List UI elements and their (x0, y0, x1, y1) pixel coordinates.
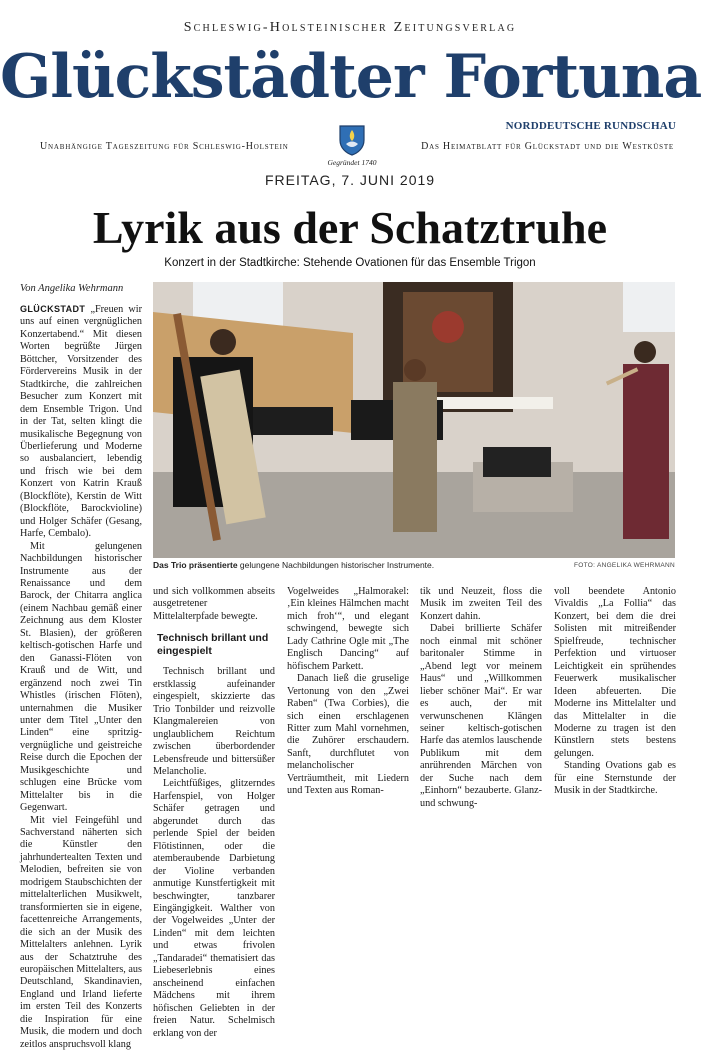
tagline-right: Das Heimatblatt für Glückstadt und die Westküste (421, 141, 674, 152)
headline: Lyrik aus der Schatztruhe (92, 202, 608, 253)
paragraph: Danach ließ die gruselige Vertonung von den „Zwei Raben“ (Twa Corbies), die sich einen erschlagenen Ritter zum Mahl vornehmen, die Zuhörer erschaudern. Sanft, durchflutet von melancholischer Verträumtheit, mit Liedern und Texten aus Roman- (287, 673, 409, 797)
newspaper-title: Glückstädter Fortuna (0, 42, 701, 112)
photo-caption-bold: Das Trio präsentierte (153, 560, 238, 570)
paragraph: Mit viel Feingefühl und Sachverstand näherten sich die Künstler den jahrhundertealten Texten und Melodien, befreiten sie von modrigem Staubschichten der mittelalterlichen Musikwelt, transformierten sie in eigene, facettenreiche Arrangements, die sich an der Musik des Mittelalters anlehnen. Lyrik aus der Schatztruhe des europäischen Mittelalters, aus Deutschland, Skandinavien, England und Irland lieferte im ersten Teil des Konzerts die Inspiration für eine Musik, die modern und doch zeitlos anspruchsvoll klang (20, 814, 142, 1050)
article-column-4 (420, 586, 542, 810)
paragraph-text: „Freuen wir uns auf einen vergnüglichen Konzertabend.“ Mit diesen Worten begrüßte Jürgen Böttcher, Vorsitzender des Fördervereins Musik in der Stadtkirche, die zahlreichen Besucher zum Konzert mit dem Ensemble Trigon. Und in der Tat, selten klingt die musikalische Begegnung von Überlieferung und Moderne so ausbalanciert, lebendig und frisch wie bei dem Konzert von Katrin Krauß (Blockflöte), Kerstin de Witt (Blockflöte, Barockvioline) und Holger Schäfer (Gesang, Harfe, Cembalo). (20, 304, 142, 540)
paragraph: und sich vollkommen abseits ausgetretener Mittelalterpfade bewegte. (153, 586, 275, 622)
deck: Konzert in der Stadtkirche: Stehende Ovationen für das Ensemble Trigon (164, 257, 536, 269)
paragraph: Leichtfüßiges, glitzerndes Harfenspiel, von Holger Schäfer getragen und abgerundet durch das perlende Spiel der beiden Flötistinnen, oder die atemberaubende Darbietung der Violine verbanden anmutige Kunstfertigkeit mit beschwingter, tanzbarer Eingängigkeit. Walther von der Vogelweides „Unter der Linden“ mit dem leichten und etwas frivolen „Tandaradei“ thematisiert das Liebeserlebnis eines anscheinend einfachen Mädchens mit ihrem höfischen Geliebten in der freien Natur. Schelmisch erklang von der (153, 778, 275, 1039)
paragraph: voll beendete Antonio Vivaldis „La Follia“ das Konzert, bei dem die drei Solisten mit mitreißender Spielfreude, technischer Perfektion und virtuoser Leichtigkeit ein sprühendes Feuerwerk musikalischer Ideen abfeuerten. Die Moderne ins Mittelalter und das Mittelalter in die Moderne zu tragen ist den Künstlern stets bestens gelungen. (554, 586, 676, 759)
article-column-1 (20, 303, 142, 1051)
subheading: Technisch brillant und eingespielt (157, 632, 269, 658)
founded-year: Gegründet 1740 (327, 158, 377, 167)
dateline: GLÜCKSTADT (20, 304, 86, 314)
paragraph: tik und Neuzeit, floss die Musik im zweiten Teil des Konzert dahin. (420, 586, 542, 622)
photo-caption-text: gelungene Nachbildungen historischer Instrumente. (237, 560, 435, 570)
paragraph: Standing Ovations gab es für eine Sternstunde der Musik in der Stadtkirche. (554, 760, 676, 797)
issue-date: FREITAG, 7. JUNI 2019 (264, 172, 436, 188)
byline: Von Angelika Wehrmann (20, 283, 124, 294)
article-column-5 (554, 586, 676, 798)
concert-photo (153, 282, 675, 558)
paragraph (20, 303, 142, 541)
publisher-line: Schleswig-Holsteinischer Zeitungsverlag (183, 20, 517, 35)
tagline-left: Unabhängige Tageszeitung für Schleswig-Holstein (40, 141, 289, 152)
article-column-3 (287, 586, 409, 798)
coat-of-arms-icon (338, 124, 366, 156)
paragraph: Mit gelungenen Nachbildungen historischer Instrumente aus der Renaissance und dem Barock, der Chitarra anglica (einem Nachbau gemäß einer Zeichnung aus dem Kloster St. Blasien), der größeren keltisch-gotischen Harfe und den Ganassi-Flöten von Krauß und de Witt, und ergänzend noch zwei Tin Whistles (irischen Flöten), unternahmen die Musiker unter dem Titel „Unter den Linden“ eine spritzig-vergnügliche und geistreiche Reise durch die Epochen der Musikgeschichte und schlugen eine Brücke vom Mittelalter bis in die Gegenwart. (20, 540, 142, 814)
photo-credit: FOTO: ANGELIKA WEHRMANN (573, 562, 675, 569)
newspaper-subtitle: NORDDEUTSCHE RUNDSCHAU (505, 120, 676, 132)
paragraph: Dabei brillierte Schäfer noch einmal mit schöner baritonaler Stimme in „Abend legt vor meinem Haus“ und „Willkommen lieber schöner Mai“. Er war es auch, der mit verwunschenen Klängen seiner keltisch-gotischen Harfe das atemlos lauschende Publikum mit dem anrührenden Märchen von der Suche nach dem „Einhorn“ bezauberte. Glanz- und schwung- (420, 623, 542, 809)
paragraph: Vogelweides „Halmorakel: ‚Ein kleines Hälmchen macht mich froh‘“, und elegant schwingend, bewegte sich Lady Cathrine Ogle mit „The Englisch Dancing“ auf höfischem Parkett. (287, 586, 409, 672)
article-column-2 (153, 586, 275, 1040)
paragraph: Technisch brillant und erstklassig aufeinander eingespielt, skizzierte das Trio Tonbilder und reizvolle Klangmalereien von unglaublichem Reichtum zwischen überbordender Lebensfreude und bittersüßer Melancholie. (153, 666, 275, 777)
